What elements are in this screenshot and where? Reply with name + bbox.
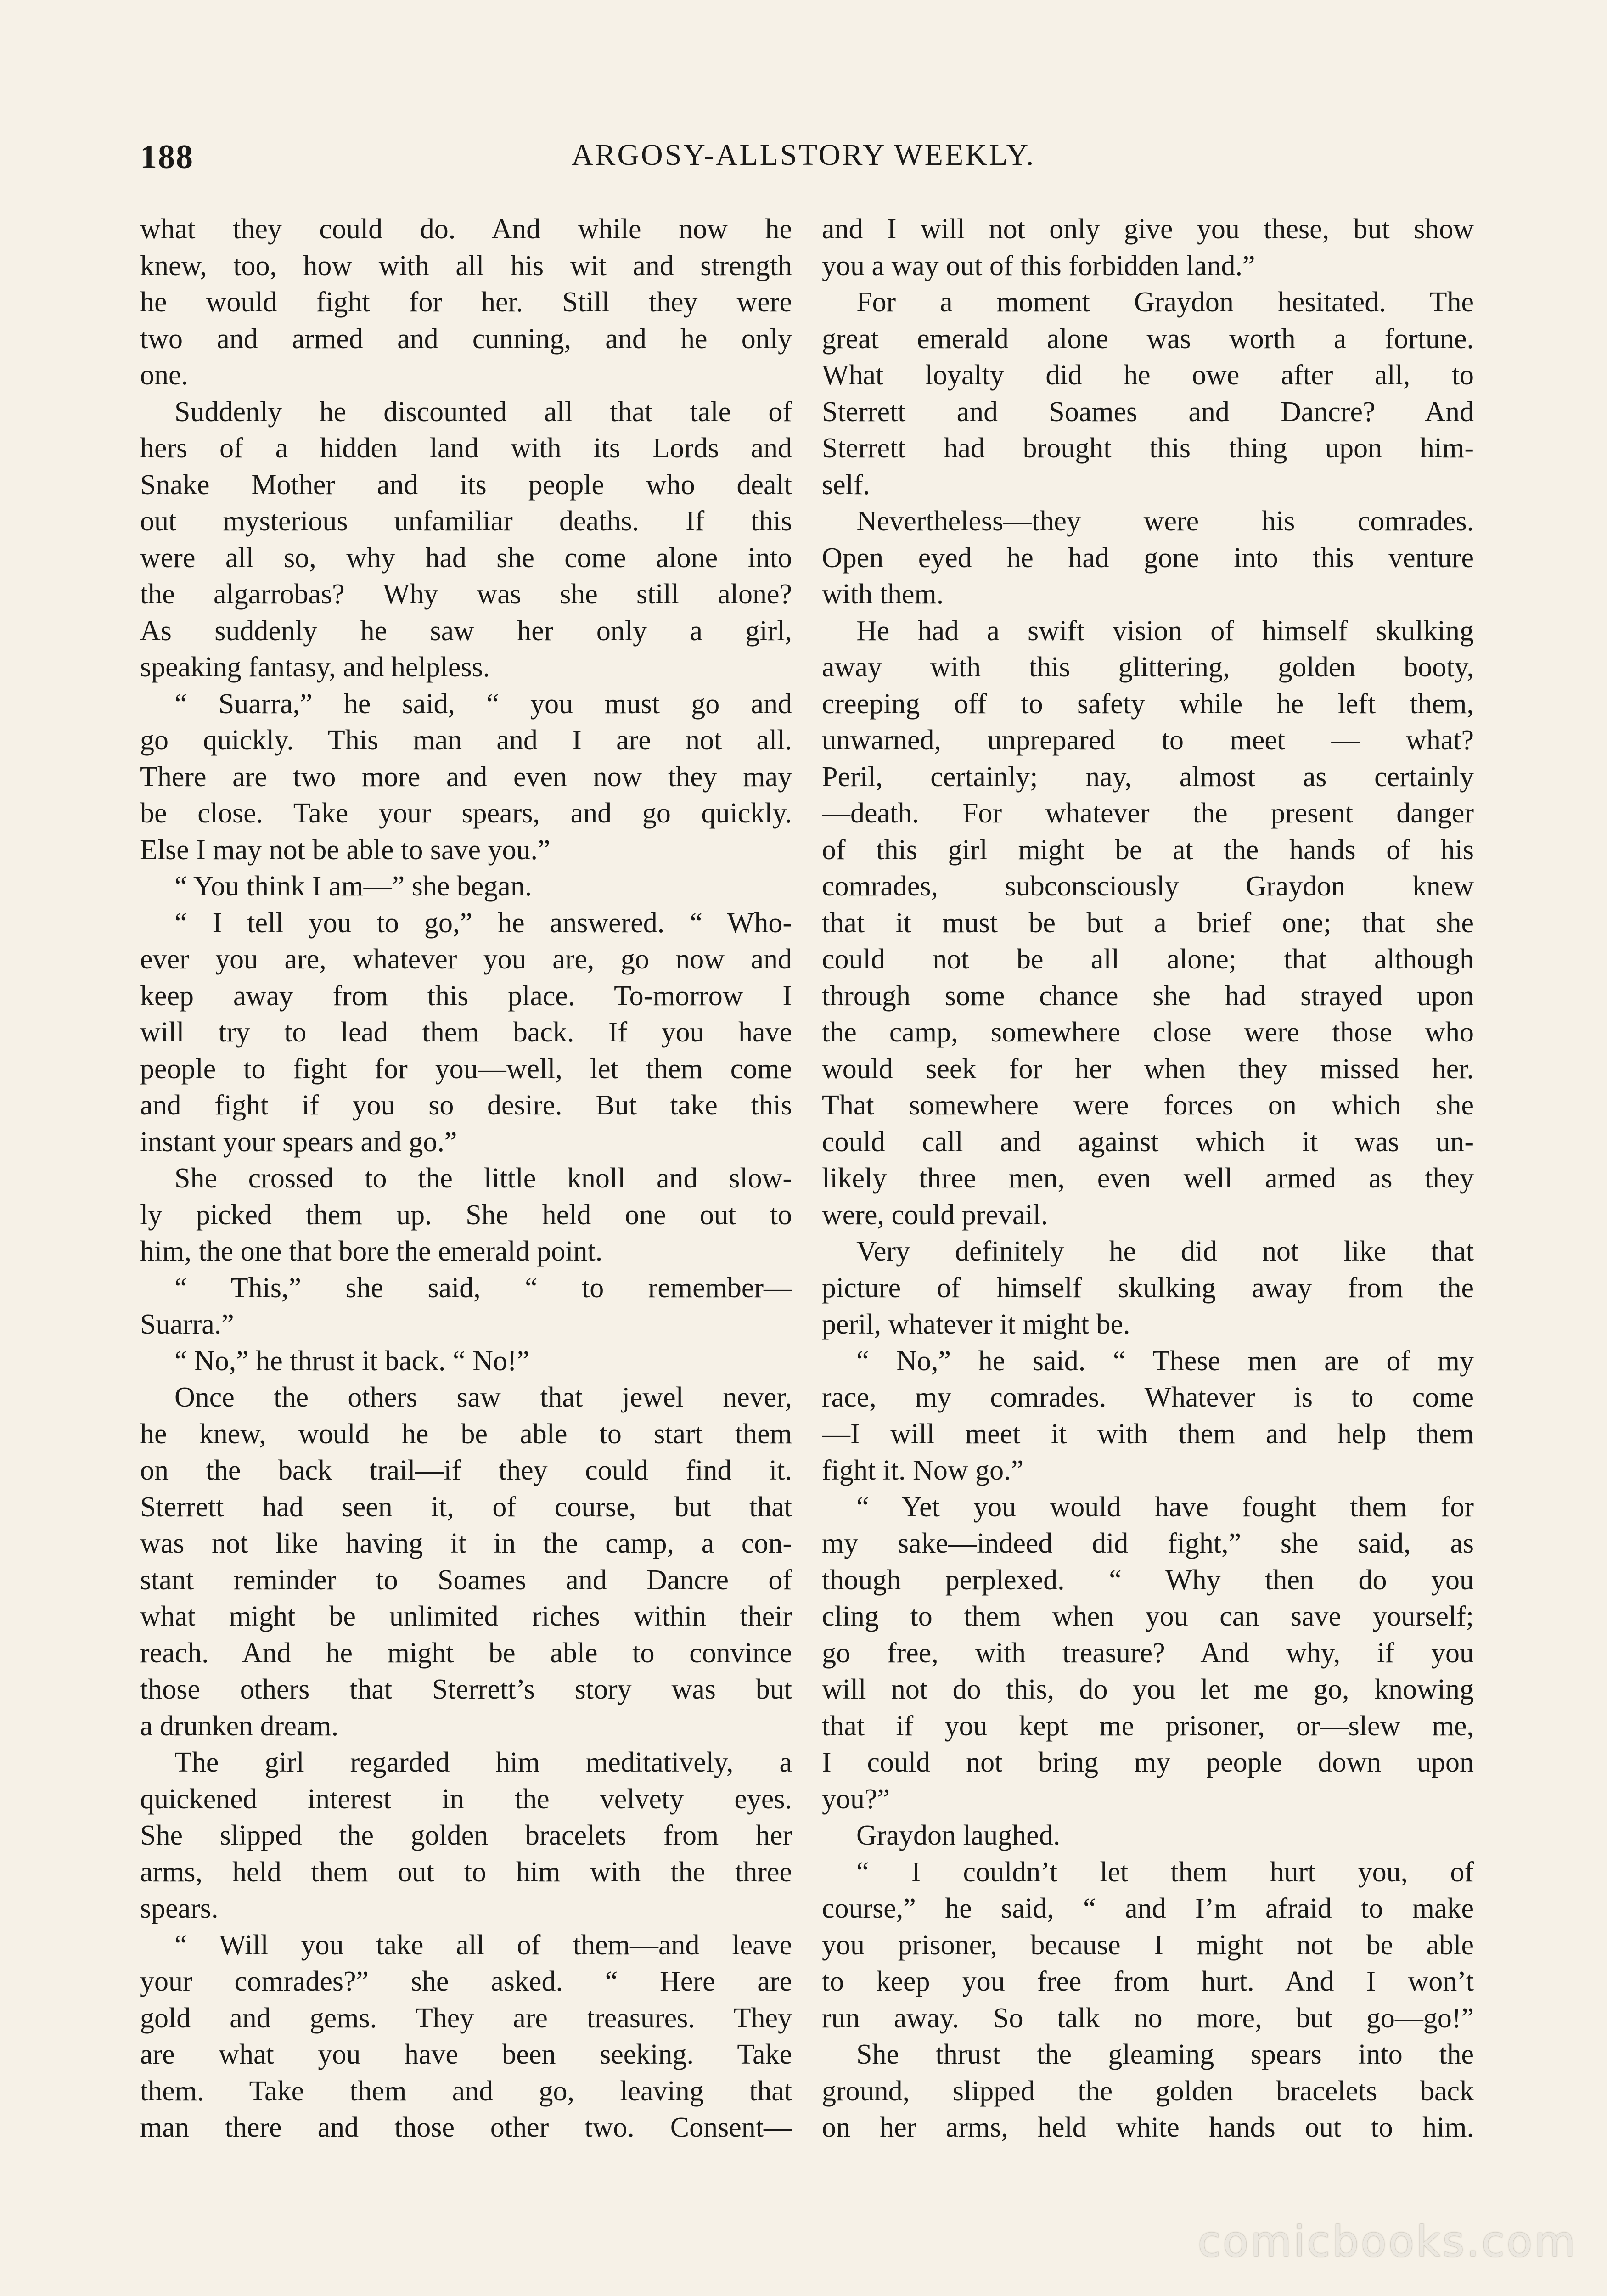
text-line: “ Yet you would have fought them for: [856, 1491, 1474, 1523]
text-line: Sterrett had seen it, of course, but that: [140, 1491, 792, 1523]
text-line: “ You think I am—” she began.: [174, 871, 532, 902]
text-line: Open eyed he had gone into this venture: [822, 542, 1474, 574]
text-line: She slipped the golden bracelets from her: [140, 1820, 792, 1851]
text-line: Else I may not be able to save you.”: [140, 834, 551, 866]
text-line: quickened interest in the velvety eyes.: [140, 1783, 792, 1815]
page-header: [138, 138, 1469, 188]
text-line: ly picked them up. She held one out to: [140, 1199, 792, 1231]
text-line: What loyalty did he owe after all, to: [822, 360, 1474, 391]
text-line: Once the others saw that jewel never,: [174, 1382, 792, 1413]
text-line: ground, slipped the golden bracelets back: [822, 2075, 1474, 2107]
running-title: ARGOSY-ALLSTORY WEEKLY.: [571, 138, 1036, 172]
text-line: them. Take them and go, leaving that: [140, 2075, 792, 2107]
text-line: picture of himself skulking away from the: [822, 1272, 1474, 1304]
text-line: was not like having it in the camp, a con-: [140, 1528, 792, 1559]
text-line: those others that Sterrett’s story was but: [140, 1674, 792, 1705]
text-line: what might be unlimited riches within their: [140, 1601, 792, 1632]
text-line: knew, too, how with all his wit and strength: [140, 250, 792, 281]
text-line: instant your spears and go.”: [140, 1126, 457, 1158]
text-line: the camp, somewhere close were those who: [822, 1017, 1474, 1048]
text-line: Suddenly he discounted all that tale of: [174, 396, 792, 428]
text-line: self.: [822, 469, 871, 501]
text-line: course,” he said, “ and I’m afraid to make: [822, 1893, 1474, 1924]
text-line: —death. For whatever the present danger: [822, 798, 1474, 829]
text-line: were, could prevail.: [822, 1199, 1048, 1231]
text-line: with them.: [822, 579, 944, 610]
text-line: keep away from this place. To-morrow I: [140, 980, 792, 1012]
text-line: will not do this, do you let me go, knowing: [822, 1674, 1474, 1705]
text-line: I could not bring my people down upon: [822, 1747, 1474, 1778]
text-line: “ No,” he said. “ These men are of my: [856, 1345, 1474, 1377]
text-column-left: [140, 211, 792, 2146]
text-line: to keep you free from hurt. And I won’t: [822, 1966, 1474, 1997]
text-line: unwarned, unprepared to meet — what?: [822, 725, 1474, 756]
text-line: race, my comrades. Whatever is to come: [822, 1382, 1474, 1413]
text-line: my sake—indeed did fight,” she said, as: [822, 1528, 1474, 1559]
text-line: ever you are, whatever you are, go now and: [140, 944, 792, 975]
text-line: —I will meet it with them and help them: [822, 1418, 1474, 1450]
text-column-right: [822, 211, 1474, 2146]
text-line: “ Suarra,” he said, “ you must go and: [174, 688, 792, 720]
text-line: will try to lead them back. If you have: [140, 1017, 792, 1048]
text-line: and fight if you so desire. But take this: [140, 1090, 792, 1121]
text-line: out mysterious unfamiliar deaths. If this: [140, 506, 792, 537]
text-line: go free, with treasure? And why, if you: [822, 1637, 1474, 1669]
text-line: comrades, subconsciously Graydon knew: [822, 871, 1474, 902]
text-line: a drunken dream.: [140, 1710, 339, 1742]
text-line: “ Will you take all of them—and leave: [174, 1929, 792, 1961]
text-line: “ No,” he thrust it back. “ No!”: [174, 1345, 530, 1377]
text-line: Peril, certainly; nay, almost as certainly: [822, 761, 1474, 793]
text-line: That somewhere were forces on which she: [822, 1090, 1474, 1121]
text-line: creeping off to safety while he left them,: [822, 688, 1474, 720]
text-line: The girl regarded him meditatively, a: [174, 1747, 792, 1778]
text-line: that if you kept me prisoner, or—slew me,: [822, 1710, 1474, 1742]
text-line: that it must be but a brief one; that she: [822, 907, 1474, 939]
text-line: As suddenly he saw her only a girl,: [140, 615, 792, 647]
text-line: For a moment Graydon hesitated. The: [856, 287, 1474, 318]
text-line: Graydon laughed.: [856, 1820, 1061, 1851]
text-line: Snake Mother and its people who dealt: [140, 469, 792, 501]
text-line: could call and against which it was un-: [822, 1126, 1474, 1158]
text-line: you prisoner, because I might not be able: [822, 1929, 1474, 1961]
text-line: “ This,” she said, “ to remember—: [174, 1272, 792, 1304]
text-line: great emerald alone was worth a fortune.: [822, 323, 1474, 355]
text-line: go quickly. This man and I are not all.: [140, 725, 792, 756]
text-line: the algarrobas? Why was she still alone?: [140, 579, 792, 610]
text-line: He had a swift vision of himself skulking: [856, 615, 1474, 647]
text-line: speaking fantasy, and helpless.: [140, 652, 490, 683]
text-line: reach. And he might be able to convince: [140, 1637, 792, 1669]
text-line: he knew, would he be able to start them: [140, 1418, 792, 1450]
text-line: of this girl might be at the hands of his: [822, 834, 1474, 866]
text-line: away with this glittering, golden booty,: [822, 652, 1474, 683]
text-line: you a way out of this forbidden land.”: [822, 250, 1255, 281]
text-line: Very definitely he did not like that: [856, 1236, 1474, 1267]
text-line: he would fight for her. Still they were: [140, 287, 792, 318]
text-line: stant reminder to Soames and Dancre of: [140, 1564, 792, 1596]
text-line: gold and gems. They are treasures. They: [140, 2002, 792, 2034]
text-line: man there and those other two. Consent—: [140, 2112, 792, 2143]
text-line: on the back trail—if they could find it.: [140, 1455, 792, 1486]
text-line: and I will not only give you these, but show: [822, 214, 1474, 245]
text-line: what they could do. And while now he: [140, 214, 792, 245]
text-line: two and armed and cunning, and he only: [140, 323, 792, 355]
text-line: peril, whatever it might be.: [822, 1309, 1130, 1340]
text-line: She thrust the gleaming spears into the: [856, 2039, 1474, 2070]
text-line: Sterrett and Soames and Dancre? And: [822, 396, 1474, 428]
text-line: through some chance she had strayed upon: [822, 980, 1474, 1012]
watermark: comicbooks.com: [1197, 2217, 1577, 2266]
text-line: would seek for her when they missed her.: [822, 1053, 1474, 1085]
text-line: “ I couldn’t let them hurt you, of: [856, 1856, 1474, 1888]
text-line: are what you have been seeking. Take: [140, 2039, 792, 2070]
text-line: arms, held them out to him with the three: [140, 1856, 792, 1888]
text-line: your comrades?” she asked. “ Here are: [140, 1966, 792, 1997]
text-line: There are two more and even now they may: [140, 761, 792, 793]
text-line: though perplexed. “ Why then do you: [822, 1564, 1474, 1596]
text-line: one.: [140, 360, 189, 391]
text-line: She crossed to the little knoll and slow-: [174, 1163, 792, 1194]
text-line: were all so, why had she come alone into: [140, 542, 792, 574]
text-line: “ I tell you to go,” he answered. “ Who-: [174, 907, 792, 939]
text-line: you?”: [822, 1783, 890, 1815]
text-line: could not be all alone; that although: [822, 944, 1474, 975]
text-line: on her arms, held white hands out to him.: [822, 2112, 1474, 2143]
text-line: Nevertheless—they were his comrades.: [856, 506, 1474, 537]
page-number: 188: [140, 138, 194, 176]
text-line: hers of a hidden land with its Lords and: [140, 433, 792, 464]
text-line: cling to them when you can save yourself;: [822, 1601, 1474, 1632]
text-line: spears.: [140, 1893, 219, 1924]
text-line: Sterrett had brought this thing upon him-: [822, 433, 1474, 464]
text-line: likely three men, even well armed as they: [822, 1163, 1474, 1194]
text-line: be close. Take your spears, and go quickly.: [140, 798, 792, 829]
text-line: fight it. Now go.”: [822, 1455, 1024, 1486]
text-line: run away. So talk no more, but go—go!”: [822, 2002, 1474, 2034]
text-line: Suarra.”: [140, 1309, 234, 1340]
text-line: him, the one that bore the emerald point.: [140, 1236, 603, 1267]
text-line: people to fight for you—well, let them come: [140, 1053, 792, 1085]
